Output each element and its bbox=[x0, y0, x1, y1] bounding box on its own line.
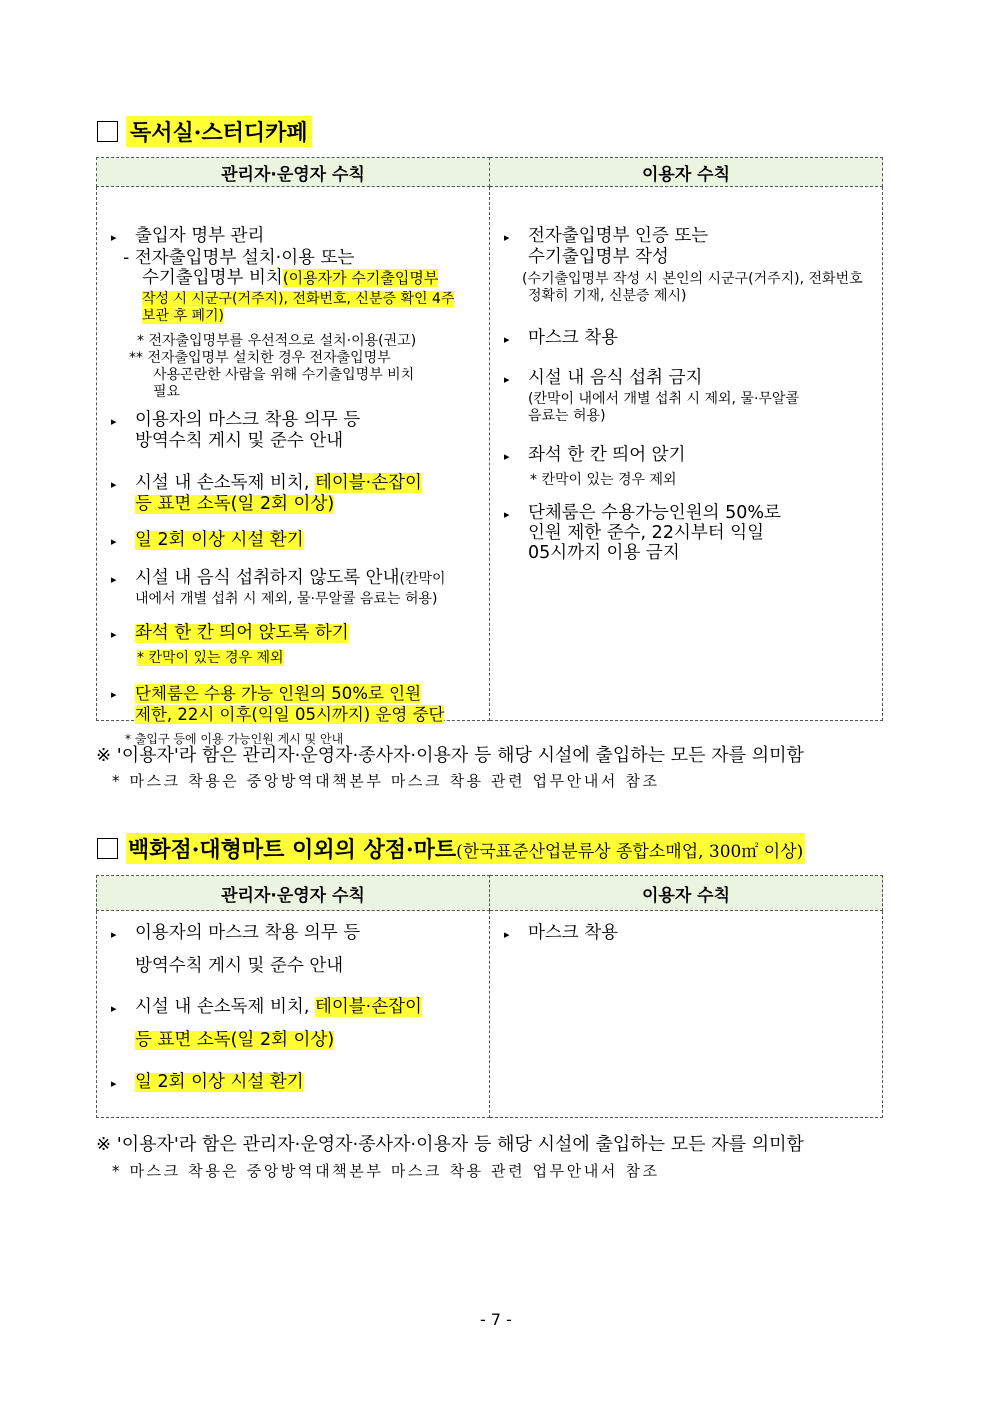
col-header-user: 이용자 수칙 bbox=[490, 158, 883, 187]
section1-table bbox=[96, 157, 883, 746]
col-header-manager: 관리자·운영자 수칙 bbox=[97, 158, 490, 187]
bullet-icon: ▸ bbox=[111, 573, 117, 586]
rule-text: 05시까지 이용 금지 bbox=[528, 543, 680, 563]
bullet-icon: ▸ bbox=[111, 231, 117, 244]
section2-footnote-sub: * 마스크 착용은 중앙방역대책본부 마스크 착용 관련 업무안내서 참조 bbox=[112, 1162, 660, 1180]
rule-text: 등 표면 소독(일 2회 이상) bbox=[135, 494, 335, 514]
rule-text: 일 2회 이상 시설 환기 bbox=[135, 530, 304, 550]
note-text: 음료는 허용) bbox=[528, 408, 606, 424]
rule-text: 전자출입명부 인증 또는 bbox=[528, 226, 709, 246]
bullet-icon: ▸ bbox=[111, 478, 117, 491]
section2-title: 백화점·대형마트 이외의 상점·마트 bbox=[128, 836, 457, 863]
bullet-icon: ▸ bbox=[504, 450, 510, 463]
section1-footnote-sub: * 마스크 착용은 중앙방역대책본부 마스크 착용 관련 업무안내서 참조 bbox=[112, 772, 660, 790]
section2-table bbox=[96, 875, 883, 1118]
user-rules-cell bbox=[490, 911, 883, 1118]
rule-text: 제한, 22시 이후(익일 05시까지) 운영 중단 bbox=[135, 705, 445, 724]
note-text: (칸막이 내에서 개별 섭취 시 제외, 물·무알콜 bbox=[528, 391, 799, 407]
rule-text: 시설 내 음식 섭취하지 않도록 안내(칸막이 bbox=[135, 568, 446, 588]
bullet-icon: ▸ bbox=[504, 373, 510, 386]
bullet-icon: ▸ bbox=[504, 508, 510, 521]
note-text: * 칸막이 있는 경우 제외 bbox=[137, 650, 284, 666]
rule-text: 수기출입명부 작성 bbox=[528, 247, 669, 267]
rule-text: 이용자의 마스크 착용 의무 등 bbox=[135, 410, 361, 430]
rule-text: 시설 내 음식 섭취 금지 bbox=[528, 368, 703, 388]
rule-text: 방역수칙 게시 및 준수 안내 bbox=[135, 431, 344, 451]
rule-text: 좌석 한 칸 띄어 앉도록 하기 bbox=[135, 623, 349, 643]
note-text: (수기출입명부 작성 시 본인의 시군구(거주지), 전화번호 bbox=[522, 271, 863, 287]
note-text: 필요 bbox=[153, 384, 181, 400]
bullet-icon: ▸ bbox=[504, 231, 510, 244]
rule-text: 내에서 개별 섭취 시 제외, 물·무알콜 음료는 허용) bbox=[135, 591, 438, 607]
rule-text: 등 표면 소독(일 2회 이상) bbox=[135, 1030, 335, 1050]
bullet-icon: ▸ bbox=[111, 1002, 117, 1015]
rule-text: 일 2회 이상 시설 환기 bbox=[135, 1072, 304, 1092]
checkbox-square-icon bbox=[97, 121, 118, 142]
col-header-user: 이용자 수칙 bbox=[490, 876, 883, 911]
rule-text: 마스크 착용 bbox=[528, 923, 619, 943]
rule-text: 보관 후 폐기) bbox=[142, 308, 224, 324]
page-number: - 7 - bbox=[480, 1310, 512, 1329]
bullet-icon: ▸ bbox=[111, 628, 117, 641]
rule-text: 단체룸은 수용 가능 인원의 50%로 인원 bbox=[135, 684, 422, 703]
rule-text: 좌석 한 칸 띄어 앉기 bbox=[528, 445, 686, 465]
bullet-icon: ▸ bbox=[504, 333, 510, 346]
bullet-icon: ▸ bbox=[111, 1077, 117, 1090]
note-text: 정확히 기재, 신분증 제시) bbox=[528, 288, 687, 304]
rule-text: 이용자의 마스크 착용 의무 등 bbox=[135, 923, 361, 943]
note-text: * 전자출입명부를 우선적으로 설치·이용(권고) bbox=[137, 333, 417, 349]
section1-heading bbox=[97, 114, 312, 148]
col-header-manager: 관리자·운영자 수칙 bbox=[97, 876, 490, 911]
rule-text: 출입자 명부 관리 bbox=[135, 226, 265, 246]
rule-text: 시설 내 손소독제 비치, 테이블·손잡이 bbox=[135, 473, 422, 493]
rule-text: 방역수칙 게시 및 준수 안내 bbox=[135, 956, 344, 976]
checkbox-square-icon bbox=[97, 838, 118, 859]
manager-rules-cell bbox=[97, 911, 490, 1118]
section1-footnote: ※ '이용자'라 함은 관리자·운영자·종사자·이용자 등 해당 시설에 출입하는 모든 자를 의미함 bbox=[96, 745, 804, 766]
section1-title: 독서실·스터디카페 bbox=[126, 116, 312, 147]
manager-rules-cell bbox=[97, 187, 490, 746]
rule-text: 수기출입명부 비치(이용자가 수기출입명부 bbox=[142, 268, 439, 288]
rule-text: - 전자출입명부 설치·이용 또는 bbox=[123, 248, 355, 268]
rule-text: 마스크 착용 bbox=[528, 328, 619, 348]
note-text: 사용곤란한 사람을 위해 수기출입명부 비치 bbox=[153, 367, 415, 383]
rule-text: 작성 시 시군구(거주지), 전화번호, 신분증 확인 4주 bbox=[142, 291, 455, 307]
user-rules-cell bbox=[490, 187, 883, 721]
note-text: * 칸막이 있는 경우 제외 bbox=[530, 472, 677, 488]
rule-text: 시설 내 손소독제 비치, 테이블·손잡이 bbox=[135, 997, 422, 1017]
section2-footnote: ※ '이용자'라 함은 관리자·운영자·종사자·이용자 등 해당 시설에 출입하는 모든 자를 의미함 bbox=[96, 1134, 804, 1155]
section2-heading bbox=[97, 831, 805, 865]
bullet-icon: ▸ bbox=[111, 415, 117, 428]
bullet-icon: ▸ bbox=[111, 688, 117, 701]
note-text: ** 전자출입명부 설치한 경우 전자출입명부 bbox=[129, 350, 391, 366]
rule-text: 단체룸은 수용가능인원의 50%로 bbox=[528, 503, 781, 523]
rule-text: 인원 제한 준수, 22시부터 익일 bbox=[528, 523, 765, 543]
bullet-icon: ▸ bbox=[504, 928, 510, 941]
bullet-icon: ▸ bbox=[111, 535, 117, 548]
note-text: * 출입구 등에 이용 가능인원 게시 및 안내 bbox=[125, 732, 344, 746]
section2-subtitle: (한국표준산업분류상 종합소매업, 300㎡ 이상) bbox=[456, 841, 804, 862]
bullet-icon: ▸ bbox=[111, 928, 117, 941]
